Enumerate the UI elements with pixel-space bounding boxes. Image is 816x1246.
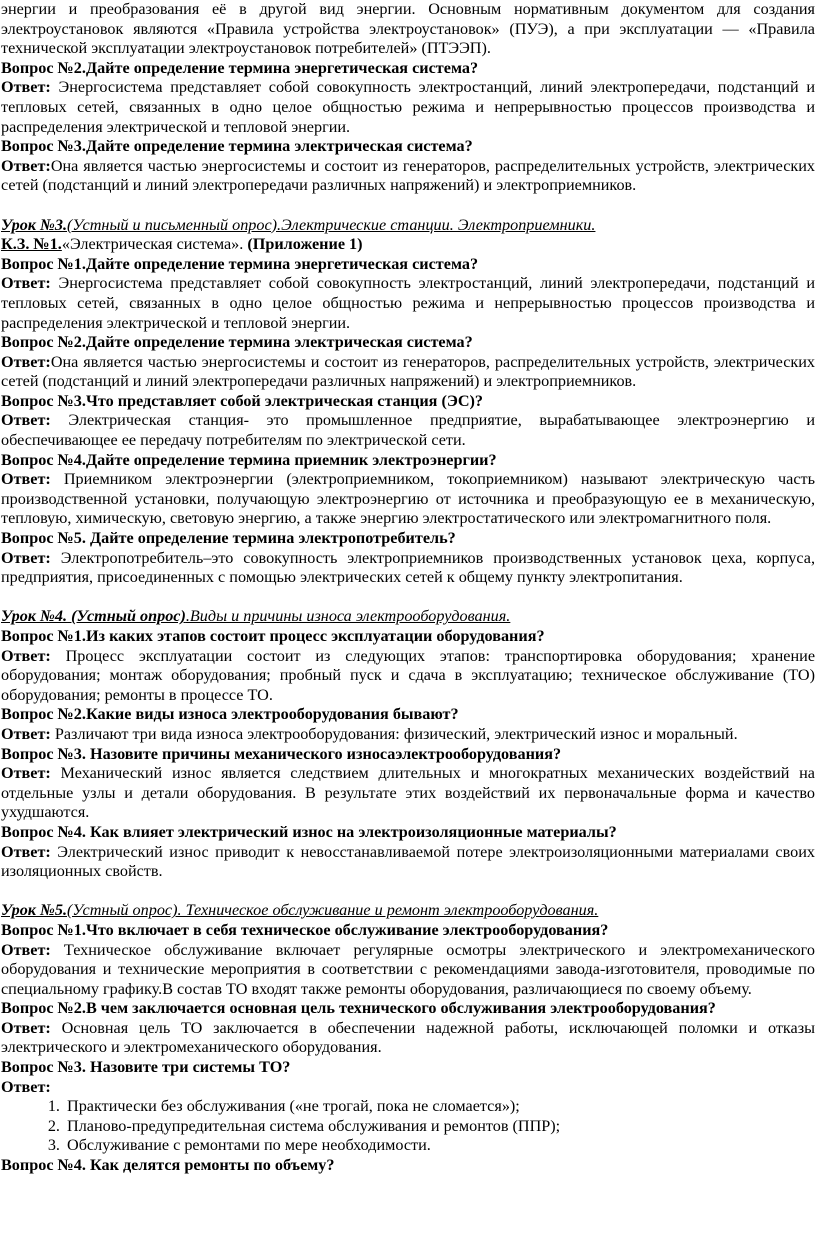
answer-paragraph: Ответ: Электропотребитель–это совокупность электроприемников производственных установок цеха, корпуса, предприятия, присоединенных с помощью электрических сетей к общему пункту электропитания.: [1, 548, 815, 587]
question-heading: Вопрос №4.Дайте определение термина приемник электроэнергии?: [1, 450, 497, 469]
list-item: 3. Обслуживание с ремонтами по мере необходимости.: [64, 1136, 815, 1156]
answer-paragraph: Ответ: Различают три вида износа электрооборудования: физический, электрический износ и моральный.: [1, 724, 738, 743]
question-heading: Вопрос №2.Дайте определение термина электрическая система?: [1, 333, 473, 352]
answer-paragraph: Ответ: Электрическая станция- это промышленное предприятие, вырабатывающее электроэнергию и обеспечивающее ее передачу потребителям по электрической сети.: [1, 411, 815, 450]
answer-label: Ответ:: [1, 1077, 51, 1096]
question-heading: Вопрос №2.Дайте определение термина энергетическая система?: [1, 58, 479, 77]
question-heading: Вопрос №5. Дайте определение термина электропотребитель?: [1, 529, 456, 548]
answer-paragraph: Ответ: Процесс эксплуатации состоит из следующих этапов: транспортировка оборудования; хранение оборудования; монтаж оборудования; пробный пуск и сдача в эксплуатацию; техническое обслуживание (ТО) оборудования; ремонты в процессе ТО.: [1, 646, 815, 704]
question-heading: Вопрос №3. Назовите причины механического износаэлектрооборудования?: [1, 744, 562, 763]
lesson-heading: Урок №5.(Устный опрос). Техническое обслуживание и ремонт электрооборудования.: [1, 901, 599, 920]
answer-paragraph: Ответ: Основная цель ТО заключается в обеспечении надежной работы, исключающей поломки и отказы электрического и электромеханического оборудования.: [1, 1018, 815, 1057]
kz-line: К.З. №1.«Электрическая система». (Приложение 1): [1, 235, 363, 254]
list-item: 1. Практически без обслуживания («не трогай, пока не сломается»);: [64, 1097, 815, 1117]
question-heading: Вопрос №4. Как делятся ремонты по объему?: [1, 1156, 335, 1175]
answer-paragraph: Ответ: Техническое обслуживание включает регулярные осмотры электрического и электромеханического оборудования и технические мероприятия в соответствии с рекомендациями завода-изготовителя, проводимые по специальному графику.В состав ТО входят также ремонты оборудования, различающиеся по своему объему.: [1, 940, 815, 998]
question-heading: Вопрос №1.Дайте определение термина энергетическая система?: [1, 254, 479, 273]
lesson-heading: Урок №3.(Устный и письменный опрос).Электрические станции. Электроприемники.: [1, 215, 596, 234]
answer-paragraph: Ответ: Механический износ является следствием длительных и многократных механических воздействий на отдельные узлы и детали оборудования. В результате этих воздействий их первоначальные форма и качество ухудшаются.: [1, 764, 815, 822]
answer-paragraph: Ответ:Она является частью энергосистемы и состоит из генераторов, распределительных устройств, электрических сетей (подстанций и линий электропередачи различных напряжений) и электроприемников.: [1, 352, 815, 391]
question-heading: Вопрос №2.Какие виды износа электрооборудования бывают?: [1, 705, 459, 724]
answer-paragraph: Ответ: Приемником электроэнергии (электроприемником, токоприемником) называют электрическую часть производственной установки, получающую электроэнергию от источника и преобразующую ее в механическую, тепловую, химическую, световую энергию, а также энергию электростатического или электромагнитного поля.: [1, 470, 815, 528]
lesson-heading: Урок №4. (Устный опрос).Виды и причины износа электрооборудования.: [1, 607, 511, 626]
answer-paragraph: Ответ: Электрический износ приводит к невосстанавливаемой потере электроизоляционными материалами своих изоляционных свойств.: [1, 842, 815, 881]
intro-paragraph: энергии и преобразования её в другой вид энергии. Основным нормативным документом для создания электроустановок являются «Правила устройства электроустановок» (ПУЭ), а при эксплуатации — «Правила технической эксплуатации электроустановок потребителей» (ПТЭЭП).: [1, 0, 815, 58]
question-heading: Вопрос №1.Из каких этапов состоит процесс эксплуатации оборудования?: [1, 627, 545, 645]
question-heading: Вопрос №4. Как влияет электрический износ на электроизоляционные материалы?: [1, 822, 617, 841]
question-heading: Вопрос №3. Назовите три системы ТО?: [1, 1058, 291, 1077]
question-heading: Вопрос №1.Что включает в себя техническое обслуживание электрооборудования?: [1, 920, 609, 939]
answer-paragraph: Ответ: Энергосистема представляет собой совокупность электростанций, линий электропередачи, подстанций и тепловых сетей, связанных в одно целое общностью режима и непрерывностью процессов производства и распределения электрической и тепловой энергии.: [1, 274, 815, 332]
question-heading: Вопрос №2.В чем заключается основная цель технического обслуживания электрооборудования?: [1, 999, 716, 1018]
answer-paragraph: Ответ:Она является частью энергосистемы и состоит из генераторов, распределительных устройств, электрических сетей (подстанций и линий электропередачи различных напряжений) и электроприемников.: [1, 156, 815, 195]
question-heading: Вопрос №3.Что представляет собой электрическая станция (ЭС)?: [1, 391, 484, 410]
maintenance-systems-list: [1, 1097, 815, 1156]
list-item: 2. Планово-предупредительная система обслуживания и ремонтов (ППР);: [64, 1117, 815, 1137]
question-heading: Вопрос №3.Дайте определение термина электрическая система?: [1, 137, 473, 156]
answer-paragraph: Ответ: Энергосистема представляет собой совокупность электростанций, линий электропередачи, подстанций и тепловых сетей, связанных в одно целое общностью режима и непрерывностью процессов производства и распределения электрической и тепловой энергии.: [1, 78, 815, 136]
